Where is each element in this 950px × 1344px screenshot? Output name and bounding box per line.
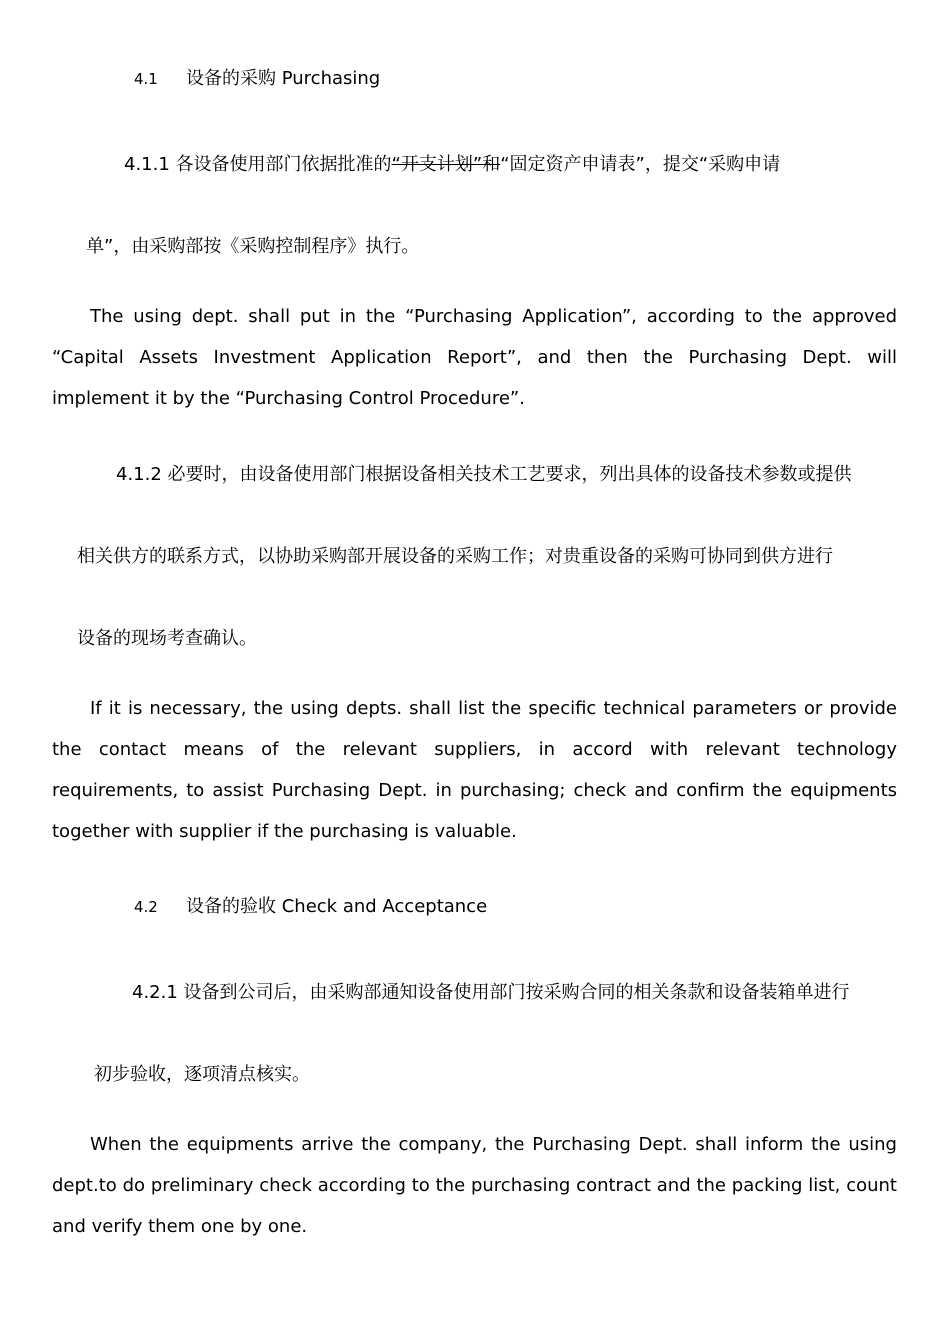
section-number: 4.2 — [134, 898, 158, 916]
section-number: 4.1 — [134, 70, 158, 88]
clause-text-b: “固定资产申请表”，提交“采购申请 — [500, 154, 781, 175]
clause-4-1-1-cn-line1 — [124, 150, 780, 176]
clause-4-1-1-en: The using dept. shall put in the “Purchasing Application”, according to the approved “Capital Assets Investment Application Report”, and then the Purchasing Dept. will implement it by the “Purchasing Control Procedure”. — [52, 306, 897, 409]
clause-4-2-1-en: When the equipments arrive the company, the Purchasing Dept. shall inform the using dept.to do preliminary check according to the purchasing contract and the packing list, count and verify them one by one. — [52, 1134, 897, 1237]
clause-4-1-2-cn-line2: 相关供方的联系方式，以协助采购部开展设备的采购工作；对贵重设备的采购可协同到供方进行 — [77, 546, 833, 567]
section-heading-4-2 — [134, 892, 487, 918]
clause-4-1-2-cn-line1: 4.1.2 必要时，由设备使用部门根据设备相关技术工艺要求，列出具体的设备技术参数或提供 — [116, 464, 852, 485]
section-title: 设备的验收 Check and Acceptance — [186, 896, 488, 917]
clause-4-1-2-en: If it is necessary, the using depts. shall list the specific technical parameters or provide the contact means of the relevant suppliers, in accord with relevant technology requirements, to assist Purchasing Dept. in purchasing; check and confirm the equipments together with supplier if the purchasing is valuable. — [52, 698, 897, 842]
clause-4-1-1-cn-line2: 单”，由采购部按《采购控制程序》执行。 — [86, 236, 420, 257]
clause-4-2-1-cn-line1: 4.2.1 设备到公司后，由采购部通知设备使用部门按采购合同的相关条款和设备装箱单进行 — [132, 982, 850, 1003]
struck-text: “开支计划”和 — [391, 154, 501, 175]
clause-number: 4.1.1 — [124, 154, 170, 175]
section-heading-4-1 — [134, 64, 380, 90]
clause-4-1-2-cn-line3: 设备的现场考查确认。 — [77, 628, 257, 649]
section-title: 设备的采购 Purchasing — [186, 68, 381, 89]
clause-4-2-1-cn-line2: 初步验收，逐项清点核实。 — [94, 1064, 310, 1085]
clause-text-a: 各设备使用部门依据批准的 — [175, 154, 392, 175]
